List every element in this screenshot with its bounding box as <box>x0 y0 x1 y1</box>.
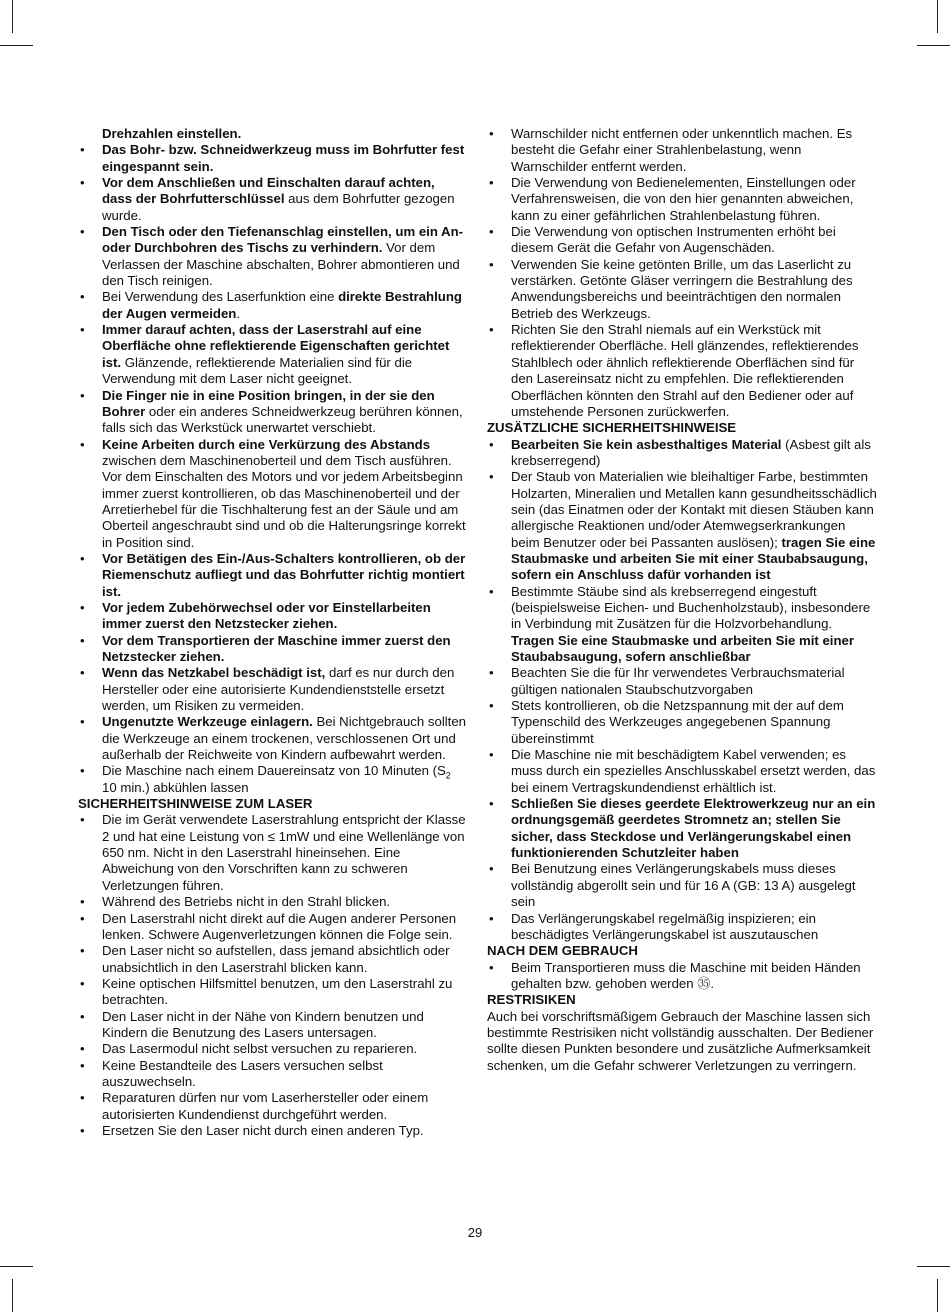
crop-mark-top-right-v <box>937 0 938 33</box>
text: (Asbest gilt als krebserregend) <box>511 436 871 468</box>
list-item <box>78 600 466 633</box>
text: Bei Nichtgebrauch sollten die Werkzeuge an einem trockenen, verschlossenen Ort und außerhalb der Reichweite von Kindern aufbewahrt werden. <box>102 714 467 763</box>
section-heading <box>487 943 877 959</box>
list-item <box>78 1009 466 1042</box>
text: 2 <box>445 771 451 782</box>
section-heading <box>487 992 877 1008</box>
section-heading <box>78 796 466 812</box>
list-item-continuation <box>78 126 466 142</box>
text: Während des Betriebs nicht in den Strahl blicken. <box>102 894 391 910</box>
bold-text: Immer darauf achten, dass der Laserstrahl auf eine Oberfläche ohne reflektierende Eigenschaften gerichtet ist. <box>102 322 450 370</box>
bold-text: Vor Betätigen des Ein-/Aus-Schalters kontrollieren, ob der Riemenschutz aufliegt und das Bohrfutter richtig montiert ist. <box>102 550 466 599</box>
list-item <box>78 763 466 796</box>
bold-text: Drehzahlen einstellen. <box>102 126 242 141</box>
list-item <box>78 388 466 437</box>
list-item <box>487 469 877 583</box>
bold-text: ZUSÄTZLICHE SICHERHEITSHINWEISE <box>487 420 737 436</box>
list-item <box>78 633 466 666</box>
bold-text: Wenn das Netzkabel beschädigt ist, <box>102 665 326 681</box>
list-item <box>78 289 466 322</box>
bullet-list <box>78 812 466 1139</box>
text: Bestimmte Stäube sind als krebserregend eingestuft (beispielsweise Eichen- und Buchenholzstaub), insbesondere in Verbindung mit Zusätzen für die Holzvorbehandlung. <box>511 583 871 632</box>
list-item <box>487 257 877 322</box>
text: Die im Gerät verwendete Laserstrahlung entspricht der Klasse 2 und hat eine Leistung von ≤ 1mW und eine Wellenlänge von 650 nm. Nicht in den Laserstrahl hineinsehen. Eine Abweichung von den Vorschriften kann zu schweren Verletzungen führen. <box>102 812 466 893</box>
bold-text: Vor dem Transportieren der Maschine immer zuerst den Netzstecker ziehen. <box>102 632 451 664</box>
crop-mark-top-left-h <box>0 45 33 46</box>
bold-text: Bearbeiten Sie kein asbesthaltiges Material <box>511 436 782 452</box>
list-item <box>78 1123 466 1139</box>
list-item <box>78 894 466 910</box>
text: Bei Benutzung eines Verlängerungskabels muss dieses vollständig abgerollt sein und für 16 A (GB: 13 A) ausgelegt sein <box>511 861 856 910</box>
text: Beim Transportieren muss die Maschine mit beiden Händen gehalten bzw. gehoben werden ㉟. <box>511 959 861 991</box>
bold-text: Schließen Sie dieses geerdete Elektrowerkzeug nur an ein ordnungsgemäß geerdetes Stromnetz an; stellen Sie sicher, dass Steckdose und Verlängerungskabel einen funktionierenden Schutzleiter haben <box>511 796 876 861</box>
right-column <box>487 126 877 1074</box>
list-item <box>78 1041 466 1057</box>
list-item <box>487 698 877 747</box>
crop-mark-bottom-right-v <box>937 1279 938 1312</box>
crop-mark-bottom-right-h <box>917 1266 950 1267</box>
bold-text: Das Bohr- bzw. Schneidwerkzeug muss im Bohrfutter fest eingespannt sein. <box>102 142 465 174</box>
text: Keine Bestandteile des Lasers versuchen selbst auszuwechseln. <box>102 1057 383 1089</box>
list-item <box>487 911 877 944</box>
bold-text: Keine Arbeiten durch eine Verkürzung des Abstands <box>102 436 431 452</box>
list-item <box>487 960 877 993</box>
text: Keine optischen Hilfsmittel benutzen, um den Laserstrahl zu betrachten. <box>102 975 453 1008</box>
text: Verwenden Sie keine getönten Brille, um das Laserlicht zu verstärken. Getönte Gläser verringern die Bestrahlung des Anwendungsbereichs und beeinträchtigen den normalen Betrieb des Werkzeugs. <box>511 256 853 321</box>
text: Vor dem Verlassen der Maschine abschalten, Bohrer abmontieren und den Tisch reinigen. <box>102 240 460 289</box>
bold-text: SICHERHEITSHINWEISE ZUM LASER <box>78 796 313 812</box>
bold-text: tragen Sie eine Staubmaske und arbeiten Sie mit einer Staubabsaugung, sofern ein Anschluss dafür vorhanden ist <box>511 534 876 583</box>
bold-text: RESTRISIKEN <box>487 992 576 1008</box>
left-column <box>78 126 466 1139</box>
text: Auch bei vorschriftsmäßigem Gebrauch der Maschine lassen sich bestimmte Restrisiken nicht vollständig ausschalten. Der Bediener sollte diesen Punkten besondere und zusätzliche Aufmerksamkeit schenken, um die Gefahr schwerer Verletzungen zu verringern. <box>487 1008 874 1073</box>
crop-mark-bottom-left-h <box>0 1266 33 1267</box>
list-item <box>78 1090 466 1123</box>
list-item <box>78 142 466 175</box>
text: Das Lasermodul nicht selbst versuchen zu reparieren. <box>102 1041 418 1057</box>
list-item <box>487 747 877 796</box>
list-item <box>78 551 466 600</box>
list-item <box>487 665 877 698</box>
crop-mark-top-right-h <box>917 45 950 46</box>
list-item <box>487 175 877 224</box>
text: oder ein anderes Schneidwerkzeug berühren können, falls sich das Werkstück unerwartet verschiebt. <box>102 403 463 436</box>
text: Richten Sie den Strahl niemals auf ein Werkstück mit reflektierender Oberfläche. Hell glänzendes, reflektierendes Stahlblech oder ähnlich reflektierende Oberflächen sind für den Lasereinsatz nicht zu empfehlen. Die reflektierenden Oberflächen könnten den Strahl auf den Bediener oder auf umstehende Personen zurückwerfen. <box>511 322 859 419</box>
list-item <box>487 584 877 666</box>
crop-mark-bottom-left-v <box>12 1279 13 1312</box>
list-item <box>487 861 877 910</box>
text: Die Verwendung von Bedienelementen, Einstellungen oder Verfahrensweisen, die von den hier genannten abweichen, kann zu einer gefährlichen Strahlenbelastung führen. <box>511 175 856 223</box>
bold-text: Vor jedem Zubehörwechsel oder vor Einstellarbeiten immer zuerst den Netzstecker ziehen. <box>102 599 431 632</box>
text: Reparaturen dürfen nur vom Laserhersteller oder einem autorisierten Kundendienst durchgeführt werden. <box>102 1090 429 1122</box>
text: darf es nur durch den Hersteller oder eine autorisierte Kundendienststelle ersetzt werden, um Risiken zu vermeiden. <box>102 665 455 714</box>
bullet-list <box>487 437 877 944</box>
text: Beachten Sie die für Ihr verwendetes Verbrauchsmaterial gültigen nationalen Staubschutzvorgaben <box>511 665 845 697</box>
list-item <box>78 714 466 763</box>
list-item <box>78 322 466 387</box>
list-item <box>78 224 466 289</box>
text: Die Verwendung von optischen Instrumenten erhöht bei diesem Gerät die Gefahr von Augenschäden. <box>511 224 836 256</box>
crop-mark-top-left-v <box>12 0 13 33</box>
list-item <box>487 796 877 861</box>
list-item <box>78 812 466 894</box>
text: Die Maschine nie mit beschädigtem Kabel verwenden; es muss durch ein spezielles Anschlusskabel ersetzt werden, das bei einem Vertragskundendienst erhältlich ist. <box>511 747 876 795</box>
text: . <box>236 305 241 321</box>
bullet-list <box>487 960 877 993</box>
text: Den Laser nicht so aufstellen, dass jemand absichtlich oder unabsichtlich in den Laserstrahl blicken kann. <box>102 943 450 975</box>
text: Stets kontrollieren, ob die Netzspannung mit der auf dem Typenschild des Werkzeuges angegebenen Spannung übereinstimmt <box>511 698 844 746</box>
bold-text: direkte Bestrahlung der Augen vermeiden <box>102 289 462 321</box>
text: Den Laserstrahl nicht direkt auf die Augen anderer Personen lenken. Schwere Augenverletzungen können die Folge sein. <box>102 910 457 942</box>
list-item <box>78 437 466 551</box>
section-heading <box>487 420 877 436</box>
bold-text: NACH DEM GEBRAUCH <box>487 943 638 959</box>
list-item <box>78 911 466 944</box>
text: Die Maschine nach einem Dauereinsatz von 10 Minuten (S <box>102 763 446 779</box>
bullet-list <box>487 126 877 420</box>
list-item <box>78 976 466 1009</box>
list-item <box>487 322 877 420</box>
bold-text: Ungenutzte Werkzeuge einlagern. <box>102 714 313 730</box>
bullet-list <box>78 126 466 796</box>
bold-text: Tragen Sie eine Staubmaske und arbeiten Sie mit einer Staubabsaugung, sofern anschließbar <box>511 632 854 664</box>
text: Der Staub von Materialien wie bleihaltiger Farbe, bestimmten Holzarten, Mineralien und Metallen kann gesundheitsschädlich sein (das Einatmen oder der Kontakt mit diesen Stäuben kann allergische Reaktionen und/oder Atemwegserkrankungen beim Benutzer oder bei Passanten auslösen); <box>511 469 877 550</box>
list-item <box>487 126 877 175</box>
page-number: 29 <box>467 1225 483 1240</box>
bold-text: Die Finger nie in eine Position bringen, in der sie den Bohrer <box>102 387 435 419</box>
bold-text: Vor dem Anschließen und Einschalten darauf achten, dass der Bohrfutterschlüssel <box>102 175 435 207</box>
text: zwischen dem Maschinenoberteil und dem Tisch ausführen. Vor dem Einschalten des Motors und vor jedem Arbeitsbeginn immer zuerst kontrollieren, ob das Maschinenoberteil und der Arretierhebel für die Tischhalterung fest an der Säule und am Oberteil angeschraubt sind und ob die Halterungsringe korrekt in Position sind. <box>102 452 466 550</box>
text: Den Laser nicht in der Nähe von Kindern benutzen und Kindern die Benutzung des Lasers untersagen. <box>102 1008 424 1040</box>
text: aus dem Bohrfutter gezogen wurde. <box>102 191 455 223</box>
bold-text: Den Tisch oder den Tiefenanschlag einstellen, um ein An- oder Durchbohren des Tischs zu verhindern. <box>102 224 464 256</box>
text: Bei Verwendung des Laserfunktion eine <box>102 289 339 305</box>
list-item <box>78 943 466 976</box>
list-item <box>487 437 877 470</box>
list-item <box>487 224 877 257</box>
list-item <box>78 1058 466 1091</box>
text: Glänzende, reflektierende Materialien sind für die Verwendung mit dem Laser nicht geeignet. <box>102 354 413 387</box>
text: 10 min.) abkühlen lassen <box>102 779 249 795</box>
list-item <box>78 175 466 224</box>
text: Das Verlängerungskabel regelmäßig inspizieren; ein beschädigtes Verlängerungskabel ist auszutauschen <box>511 910 819 942</box>
list-item <box>78 665 466 714</box>
text: Warnschilder nicht entfernen oder unkenntlich machen. Es besteht die Gefahr einer Strahlenbelastung, wenn Warnschilder entfernt werden. <box>511 126 853 174</box>
text: Ersetzen Sie den Laser nicht durch einen anderen Typ. <box>102 1122 424 1138</box>
paragraph <box>487 1009 877 1074</box>
